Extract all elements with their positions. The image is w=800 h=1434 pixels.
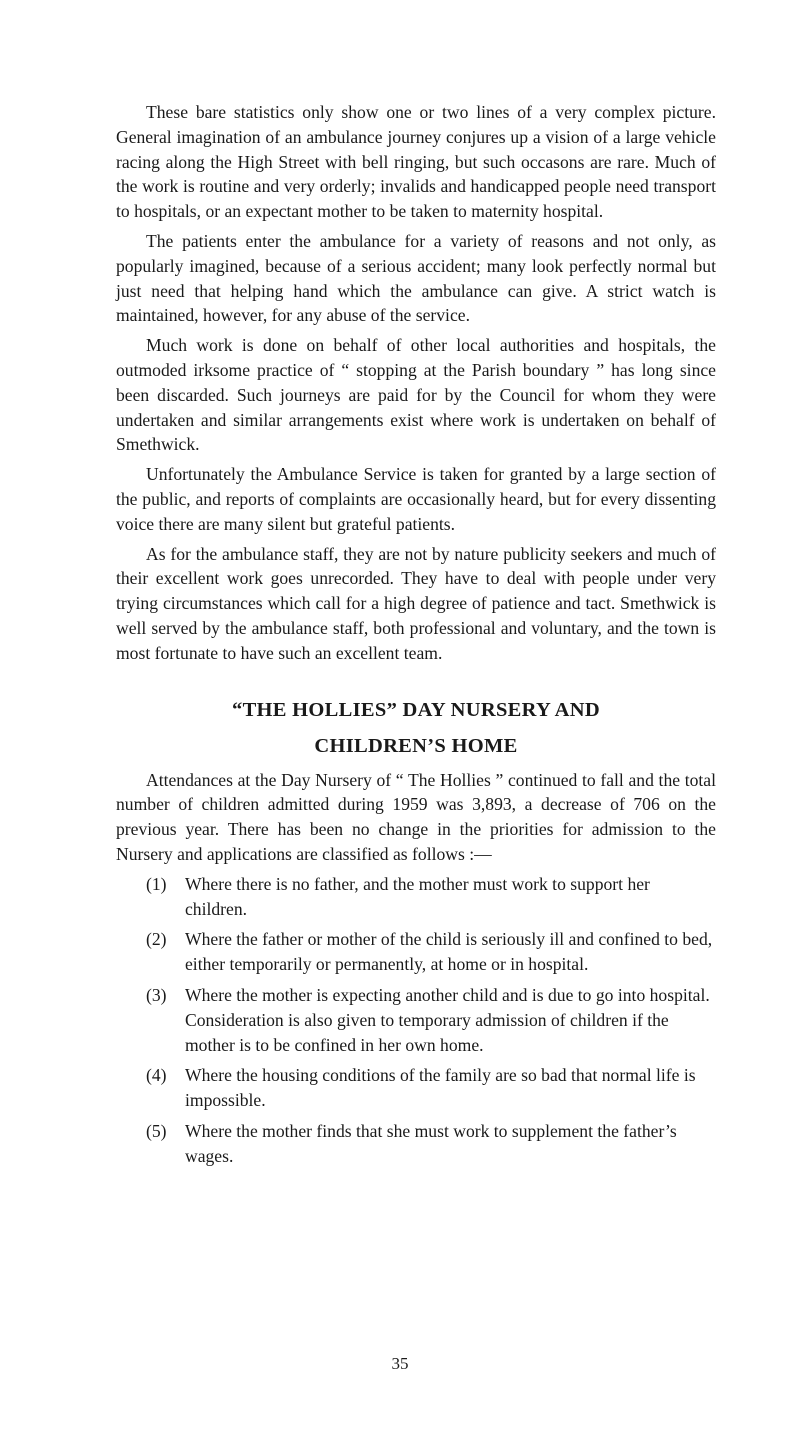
paragraph-public-perception: Unfortunately the Ambulance Service is taken for granted by a large section of the public, and reports of complaints are occasionally heard, but for every dissenting voice there are many silent but grateful patients. [116, 464, 716, 534]
list-item-text: Where the father or mother of the child is seriously ill and confined to bed, either temporarily or permanently, at home or in hospital. [185, 929, 713, 975]
priority-list [116, 872, 716, 1169]
list-item-number: (4) [146, 1065, 167, 1086]
list-item [146, 1063, 716, 1113]
list-item-text: Where the housing conditions of the family are so bad that normal life is impossible. [185, 1065, 696, 1111]
list-item [146, 1119, 716, 1169]
section-heading [116, 692, 716, 764]
paragraph-ambulance-staff: As for the ambulance staff, they are not by nature publicity seekers and much of their excellent work goes unrecorded. They have to deal with people under very trying circumstances which call for a high degree of patience and tact. Smethwick is well served by the ambulance staff, both professional and voluntary, and the town is most fortunate to have such an excellent team. [116, 543, 716, 663]
section-heading-line-1: “THE HOLLIES” DAY NURSERY AND [232, 698, 600, 721]
list-item [146, 927, 716, 977]
document-page [116, 100, 716, 1174]
list-item-text: Where the mother finds that she must work to supplement the father’s wages. [185, 1120, 677, 1166]
list-item-number: (3) [146, 984, 167, 1005]
paragraph-nursery-intro: Attendances at the Day Nursery of “ The Hollies ” continued to fall and the total number of children admitted during 1959 was 3,893, a decrease of 706 on the previous year. There has been no change in the priorities for admission to the Nursery and applications are classified as follows :— [116, 769, 716, 864]
paragraph-statistics: These bare statistics only show one or two lines of a very complex picture. General imagination of an ambulance journey conjures up a vision of a large vehicle racing along the High Street with bell ringing, but such occasons are rare. Much of the work is routine and very orderly; invalids and handicapped people need transport to hospitals, or an expectant mother to be taken to maternity hospital. [116, 102, 716, 222]
list-item-number: (2) [146, 929, 167, 950]
paragraph-other-authorities: Much work is done on behalf of other local authorities and hospitals, the outmoded irksome practice of “ stopping at the Parish boundary ” has long since been discarded. Such journeys are paid for by the Council for whom they were undertaken and similar arrangements exist where work is undertaken on behalf of Smethwick. [116, 335, 716, 455]
list-item-number: (5) [146, 1120, 167, 1141]
paragraph-patients: The patients enter the ambulance for a variety of reasons and not only, as popularly imagined, because of a serious accident; many look perfectly normal but just need that helping hand which the ambulance can give. A strict watch is maintained, however, for any abuse of the service. [116, 230, 716, 326]
list-item [146, 872, 716, 922]
list-item-number: (1) [146, 873, 167, 894]
list-item-text: Where there is no father, and the mother must work to support her children. [185, 873, 650, 919]
list-item-text: Where the mother is expecting another child and is due to go into hospital. Consideration is also given to temporary admission of children if the mother is to be confined in her own home. [185, 984, 710, 1055]
section-heading-line-2: CHILDREN’S HOME [314, 734, 518, 757]
page-number: 35 [391, 1354, 409, 1373]
list-item [146, 983, 716, 1057]
